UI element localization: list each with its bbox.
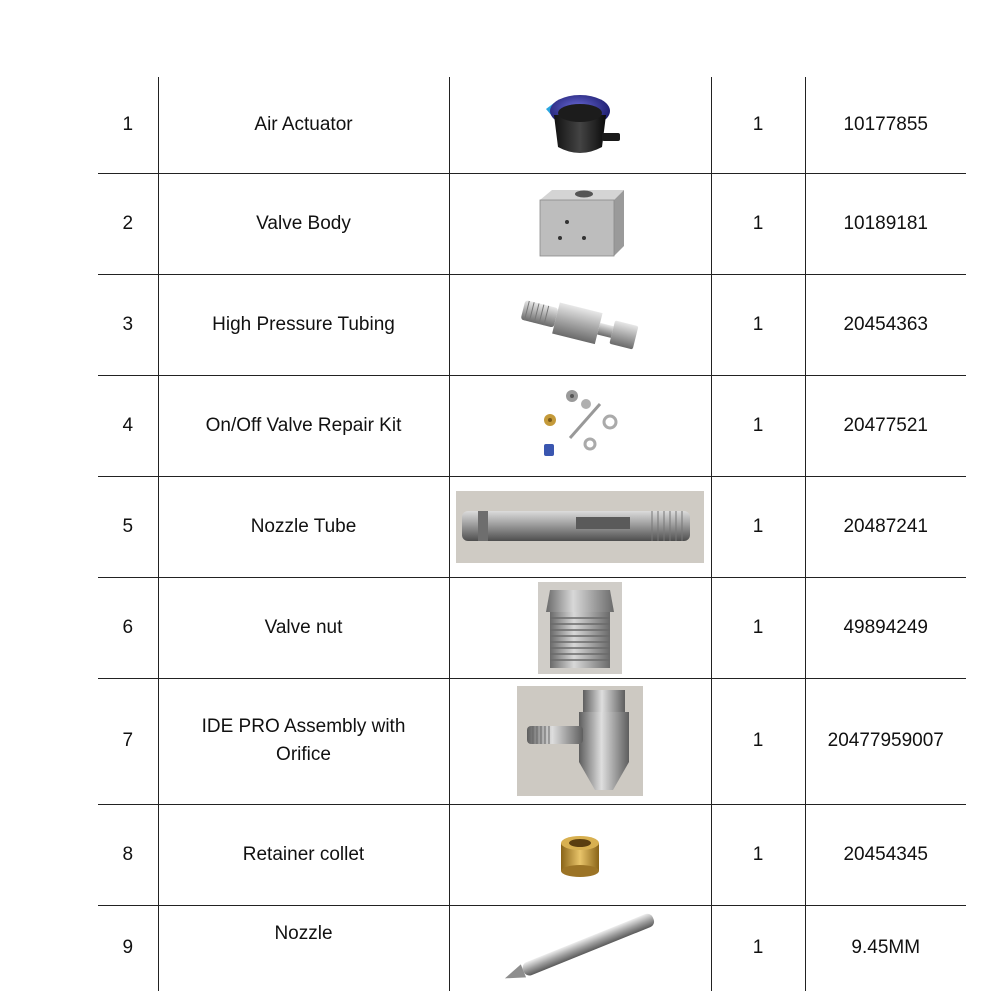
part-number: 20477959007	[805, 678, 966, 804]
valve-nut-photo	[449, 577, 711, 678]
part-number: 20487241	[805, 476, 966, 577]
table-row	[98, 476, 966, 577]
parts-table	[98, 77, 966, 991]
table-row	[98, 173, 966, 274]
item-number: 3	[98, 274, 158, 375]
part-number: 20454363	[805, 274, 966, 375]
part-number: 10189181	[805, 173, 966, 274]
quantity: 1	[711, 274, 805, 375]
item-number: 6	[98, 577, 158, 678]
item-number: 9	[122, 937, 134, 959]
table-row	[98, 274, 966, 375]
table-row	[98, 77, 966, 173]
part-name: Nozzle Tube	[158, 476, 449, 577]
nozzle-photo	[449, 905, 711, 991]
item-number: 7	[98, 678, 158, 804]
part-name: Retainer collet	[158, 804, 449, 905]
part-number: 10177855	[805, 77, 966, 173]
table-row	[98, 804, 966, 905]
quantity: 1	[711, 173, 805, 274]
item-number: 4	[98, 375, 158, 476]
quantity: 1	[711, 905, 805, 991]
repair-kit-photo	[449, 375, 711, 476]
table-row	[98, 678, 966, 804]
part-number: 20477521	[805, 375, 966, 476]
part-number: 49894249	[805, 577, 966, 678]
quantity: 1	[711, 678, 805, 804]
retainer-collet-photo	[449, 804, 711, 905]
table-row	[98, 905, 966, 991]
quantity: 1	[711, 77, 805, 173]
quantity: 1	[711, 804, 805, 905]
part-number: 9.45MM	[805, 905, 966, 991]
part-name: Nozzle	[158, 905, 449, 991]
ide-pro-assembly-photo	[449, 678, 711, 804]
valve-body-photo	[449, 173, 711, 274]
quantity: 1	[711, 577, 805, 678]
quantity: 1	[711, 476, 805, 577]
table-row	[98, 577, 966, 678]
part-name: High Pressure Tubing	[158, 274, 449, 375]
part-name: Valve nut	[158, 577, 449, 678]
part-number: 20454345	[805, 804, 966, 905]
nozzle-tube-photo	[449, 476, 711, 577]
part-name: Air Actuator	[158, 77, 449, 173]
part-name: IDE PRO Assembly with Orifice	[158, 678, 449, 804]
part-name: Valve Body	[158, 173, 449, 274]
air-actuator-photo	[449, 77, 711, 173]
item-number: 8	[98, 804, 158, 905]
item-number: 5	[98, 476, 158, 577]
quantity: 1	[711, 375, 805, 476]
high-pressure-tubing-photo	[449, 274, 711, 375]
table-row	[98, 375, 966, 476]
part-name: On/Off Valve Repair Kit	[158, 375, 449, 476]
item-number: 2	[98, 173, 158, 274]
item-number: 1	[98, 77, 158, 173]
